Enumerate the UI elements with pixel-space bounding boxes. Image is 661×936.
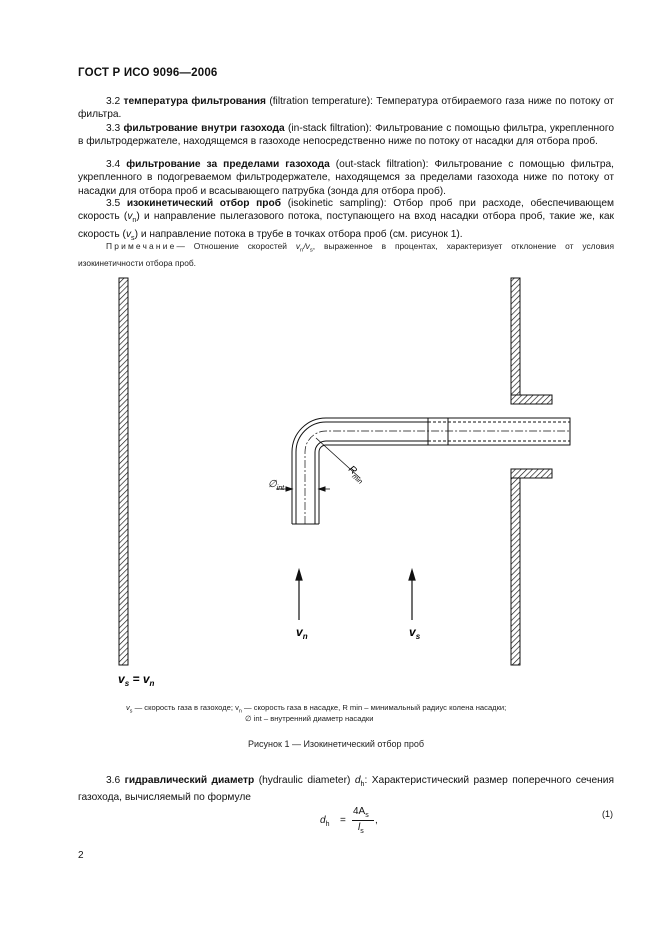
term: гидравлический диаметр: [124, 775, 255, 786]
vs-label: $v_s$: [409, 625, 421, 641]
left-duct-wall: [119, 278, 128, 665]
page-number: 2: [78, 850, 84, 861]
term-english: (hydraulic diameter): [258, 775, 351, 786]
term-english: (in-stack filtration):: [288, 123, 372, 134]
note: Примечание— Отношение скоростей $v_n/v_s$, выраженное в процентах, характеризует отклонение от условия изокинетичности отбора проб.: [78, 241, 614, 269]
vn-label: $v_n$: [296, 625, 308, 641]
term-english: (filtration temperature):: [269, 96, 373, 107]
definition-text: : Характеристический размер поперечного сечения газохода, вычисляемый по формуле: [78, 775, 614, 804]
term-english: (out-stack filtration):: [335, 159, 429, 170]
term: фильтрование за пределами газохода: [126, 159, 330, 170]
section-3-5: 3.5 изокинетический отбор проб (isokinetic sampling): Отбор проб при расходе, обеспечивающем скорость $(v_n)$ и направление пылегазового потока, поступающего на вход насадки отбора проб, такие же, как скорость $(v_s)$ и направление потока в трубе в точках отбора проб (см. рисунок 1).: [78, 198, 615, 242]
section-number: 3.6: [106, 775, 121, 786]
rmin-label: $R_{min}$: [346, 463, 364, 486]
flow-arrow-vn: [296, 570, 302, 620]
section-number: 3.4: [106, 159, 121, 170]
term: изокинетический отбор проб: [126, 198, 282, 209]
note-label: Примечание: [106, 241, 177, 251]
isokinetic-equation-label: $v_s = v_n$: [118, 672, 155, 688]
section-number: 3.3: [106, 123, 121, 134]
term: фильтрование внутри газохода: [123, 123, 285, 134]
section-3-6: 3.6 гидравлический диаметр (hydraulic diameter) $d_h$: Характеристический размер поперечного сечения газохода, вычисляемый по формуле: [78, 775, 614, 804]
figure-legend-line-2: ∅ int – внутренний диаметр насадки: [245, 714, 374, 723]
figure-caption: Рисунок 1 — Изокинетический отбор проб: [248, 739, 425, 749]
definition-text: Температура отбираемого газа ниже по потоку от фильтра.: [78, 96, 614, 121]
section-number: 3.5: [106, 198, 121, 209]
dint-label: $\emptyset_{int}$: [268, 479, 285, 492]
definition-text: Фильтрование с помощью фильтра, укрепленного в подогреваемом фильтродержателе, находящемся за пределами газохода ниже по потоку от насадки для отбора проб и всасывающего патрубка (зонда для отбора проб).: [78, 159, 614, 197]
formula-hydraulic-diameter: $d_h$ = $4A_s$ $l_s$ ,: [320, 806, 378, 835]
formula-number: (1): [602, 809, 613, 819]
term-english: (isokinetic sampling):: [287, 198, 387, 209]
definition-text: Фильтрование с помощью фильтра, укрепленного в фильтродержателе, находящемся в газоходе непосредственно ниже по потоку от насадки для отбора проб.: [78, 123, 614, 148]
right-duct-wall-lower: [511, 478, 520, 665]
figure-legend-line-1: $v_s$ — скорость газа в газоходе; $v_n$ — скорость газа в насадке, R min – минимальный радиус колена насадки;: [126, 703, 507, 715]
flow-arrow-vs: [409, 570, 415, 620]
right-duct-wall-upper: [511, 278, 520, 395]
document-header: ГОСТ Р ИСО 9096—2006: [78, 67, 218, 79]
right-port-flange-upper: [511, 395, 552, 404]
term: температура фильтрования: [123, 96, 266, 107]
right-port-flange-lower: [511, 469, 552, 478]
section-number: 3.2: [106, 96, 121, 107]
